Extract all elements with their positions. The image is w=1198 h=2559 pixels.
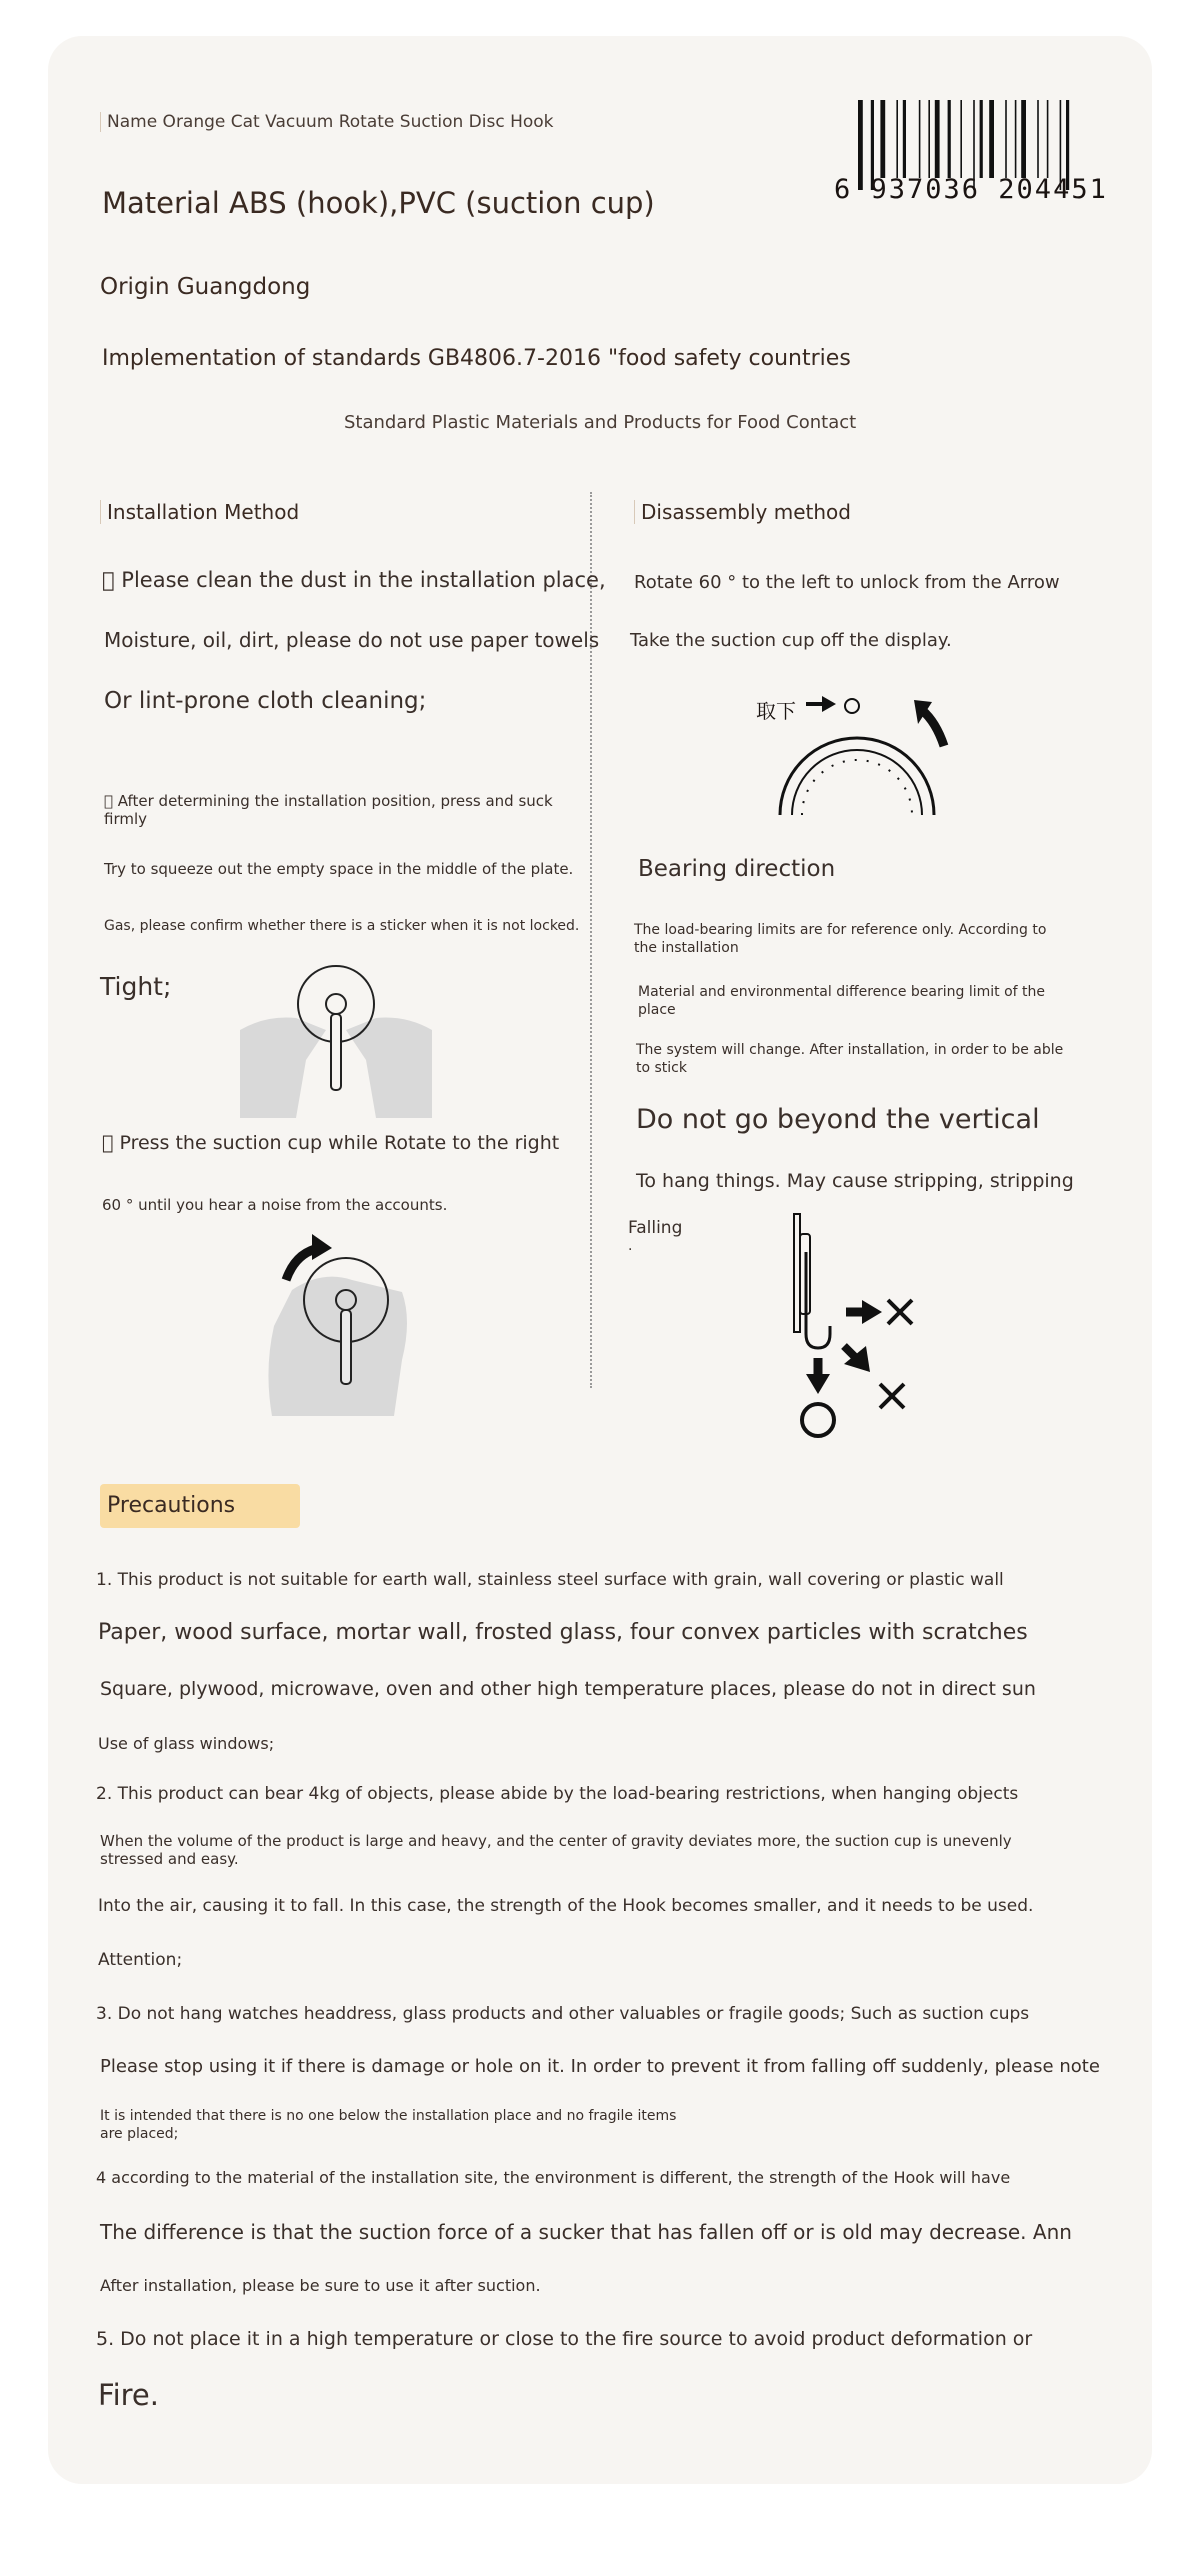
installation-step1-line3: Or lint-prone cloth cleaning; [104, 688, 427, 714]
precaution-line2: Paper, wood surface, mortar wall, frosted glass, four convex particles with scratches [98, 1620, 1028, 1645]
product-standards-subtitle: Standard Plastic Materials and Products for Food Contact [344, 412, 857, 433]
bearing-warning: Do not go beyond the vertical [636, 1104, 1040, 1135]
press-suction-illustration [236, 960, 436, 1120]
bearing-line1: The load-bearing limits are for reference only. According to [634, 922, 1047, 938]
installation-step2-line4: Gas, please confirm whether there is a sticker when it is not locked. [104, 918, 580, 934]
barcode-bar [928, 100, 930, 178]
barcode-number: 6 937036 204451 [834, 174, 1108, 205]
installation-step3-line1:   Press the suction cup while Rotate to the right [102, 1132, 560, 1154]
barcode-bar [896, 100, 898, 178]
precaution-line12: It is intended that there is no one below the installation place and no fragile items [100, 2108, 677, 2124]
installation-step1-line1:   Please clean the dust in the installation place, [102, 568, 606, 592]
precaution-line17: 5. Do not place it in a high temperature or close to the fire source to avoid product deformation or [96, 2328, 1033, 2350]
precaution-line11: Please stop using it if there is damage or hole on it. In order to prevent it from falling off suddenly, please note [100, 2056, 1100, 2077]
product-material: Material ABS (hook),PVC (suction cup) [102, 186, 655, 220]
disassembly-heading: Disassembly method [634, 500, 851, 524]
precaution-line7: stressed and easy. [100, 1850, 239, 1868]
precaution-line13: are placed; [100, 2126, 179, 2142]
bearing-heading: Bearing direction [638, 856, 836, 882]
product-origin: Origin Guangdong [100, 274, 311, 300]
barcode-bar [903, 100, 906, 178]
barcode-bar [1037, 100, 1039, 178]
bearing-diagram [786, 1212, 926, 1444]
precaution-line8: Into the air, causing it to fall. In this case, the strength of the Hook becomes smaller, and it needs to be used. [98, 1896, 1034, 1916]
precaution-line16: After installation, please be sure to use it after suction. [100, 2276, 541, 2295]
barcode-bar [1047, 100, 1049, 178]
precaution-line14: 4 according to the material of the installation site, the environment is different, the strength of the Hook will have [96, 2168, 1011, 2187]
installation-step2-line3: Try to squeeze out the empty space in the middle of the plate. [104, 860, 574, 878]
barcode-bar [919, 100, 921, 178]
column-divider [590, 492, 592, 1388]
product-name: Name Orange Cat Vacuum Rotate Suction Disc Hook [100, 112, 554, 132]
precaution-line3: Square, plywood, microwave, oven and other high temperature places, please do not in direct sun [100, 1678, 1036, 1700]
disassembly-line2: Take the suction cup off the display. [630, 630, 952, 651]
bearing-line5: The system will change. After installation, in order to be able [636, 1042, 1064, 1058]
disassembly-line1: Rotate 60 ° to the left to unlock from the Arrow [634, 572, 1060, 593]
barcode-bar [880, 100, 885, 178]
precaution-line9: Attention; [98, 1950, 183, 1970]
bearing-line10: . [628, 1238, 633, 1254]
precaution-line10: 3. Do not hang watches headdress, glass products and other valuables or fragile goods; Such as suction cups [96, 2004, 1030, 2024]
installation-step3-line2: 60 ° until you hear a noise from the accounts. [102, 1196, 448, 1214]
installation-step1-line2: Moisture, oil, dirt, please do not use paper towels [104, 628, 600, 652]
precaution-line18: Fire. [98, 2378, 159, 2412]
barcode-bar [935, 100, 940, 178]
installation-step2-line2: firmly [104, 810, 148, 828]
installation-step2-line1:   After determining the installation position, press and suck [104, 792, 553, 810]
precaution-line1: 1. This product is not suitable for earth wall, stainless steel surface with grain, wall covering or plastic wall [96, 1570, 1004, 1590]
bearing-line4: place [638, 1002, 676, 1018]
barcode-bar [1005, 100, 1007, 178]
barcode-bar [1021, 100, 1026, 178]
precaution-line6: When the volume of the product is large and heavy, and the center of gravity deviates more, the suction cup is unevenly [100, 1832, 1012, 1850]
installation-step2-line5: Tight; [100, 972, 172, 1001]
product-standards: Implementation of standards GB4806.7-2016 "food safety countries [102, 346, 851, 371]
bearing-line3: Material and environmental difference bearing limit of the [638, 984, 1046, 1000]
precaution-line15: The difference is that the suction force of a sucker that has fallen off or is old may decrease. Ann [100, 2220, 1072, 2244]
barcode-bar [948, 100, 951, 178]
barcode-bar [989, 100, 994, 178]
disassembly-diagram [754, 680, 964, 815]
bearing-line8: To hang things. May cause stripping, stripping [636, 1170, 1074, 1192]
rotate-suction-illustration [262, 1230, 422, 1416]
installation-heading: Installation Method [100, 500, 299, 524]
bearing-line2: the installation [634, 940, 739, 956]
bearing-line9: Falling [628, 1218, 683, 1238]
bearing-line6: to stick [636, 1060, 687, 1076]
precautions-heading: Precautions [107, 1493, 236, 1518]
precaution-line5: 2. This product can bear 4kg of objects, please abide by the load-bearing restrictions, when hanging objects [96, 1784, 1019, 1804]
barcode-bar [1015, 100, 1017, 178]
barcode-bar [980, 100, 983, 178]
disassembly-diagram-label: 取下 [756, 699, 796, 723]
barcode-bar [960, 100, 962, 178]
precaution-line4: Use of glass windows; [98, 1734, 275, 1753]
